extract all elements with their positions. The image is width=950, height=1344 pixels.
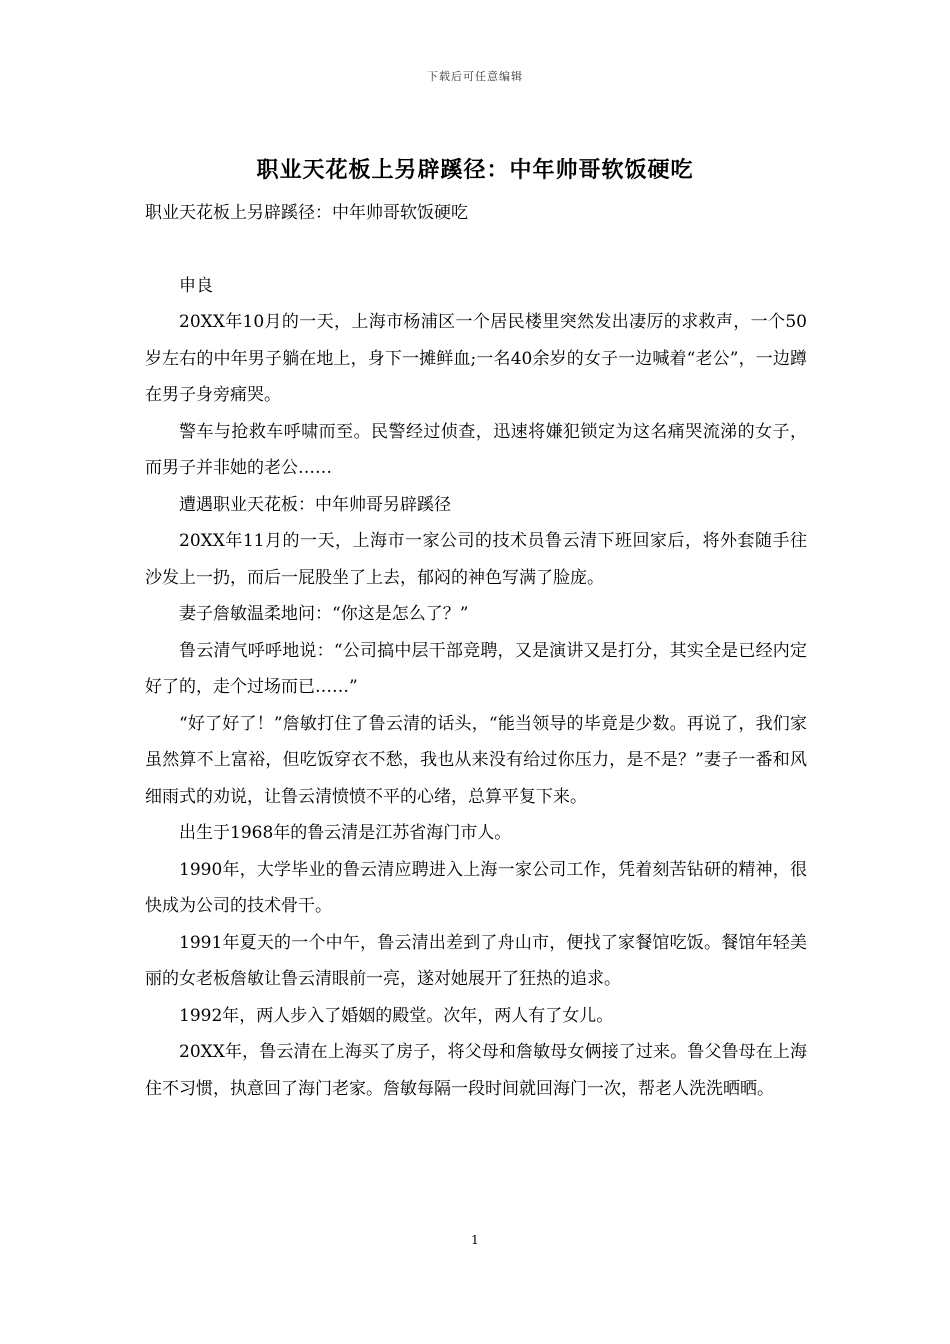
document-title: 职业天花板上另辟蹊径：中年帅哥软饭硬吃 [256, 157, 694, 183]
paragraph: “好了好了！”詹敏打住了鲁云清的话头，“能当领导的毕竟是少数。再说了，我们家虽然算不上富裕，但吃饭穿衣不愁，我也从来没有给过你压力，是不是？”妻子一番和风细雨式的劝说，让鲁云清愤愤不平的心绪，总算平复下来。 [145, 713, 807, 807]
document-subtitle: 职业天花板上另辟蹊径：中年帅哥软饭硬吃 [145, 203, 468, 223]
paragraph: 1990年，大学毕业的鲁云清应聘进入上海一家公司工作，凭着刻苦钻研的精神，很快成为公司的技术骨干。 [145, 859, 807, 916]
section-heading: 遭遇职业天花板：中年帅哥另辟蹊径 [179, 494, 451, 515]
paragraph: 20XX年11月的一天，上海市一家公司的技术员鲁云清下班回家后，将外套随手往沙发上一扔，而后一屁股坐了上去，郁闷的神色写满了脸庞。 [145, 531, 807, 588]
paragraph: 20XX年，鲁云清在上海买了房子，将父母和詹敏母女俩接了过来。鲁父鲁母在上海住不习惯，执意回了海门老家。詹敏每隔一段时间就回海门一次，帮老人洗洗晒晒。 [145, 1042, 807, 1099]
page-header-note: 下载后可任意编辑 [427, 70, 523, 83]
paragraph: 1991年夏天的一个中午，鲁云清出差到了舟山市，便找了家餐馆吃饭。餐馆年轻美丽的女老板詹敏让鲁云清眼前一亮，遂对她展开了狂热的追求。 [145, 932, 807, 989]
page-number: 1 [471, 1233, 479, 1247]
paragraph: 鲁云清气呼呼地说：“公司搞中层干部竞聘，又是演讲又是打分，其实全是已经内定好了的，走个过场而已……” [145, 640, 807, 697]
author-line: 申良 [179, 275, 213, 296]
blank-line [145, 232, 807, 268]
paragraph: 出生于1968年的鲁云清是江苏省海门市人。 [179, 823, 512, 843]
paragraph: 妻子詹敏温柔地问：“你这是怎么了？” [179, 604, 469, 624]
paragraph: 1992年，两人步入了婚姻的殿堂。次年，两人有了女儿。 [179, 1005, 614, 1026]
paragraph: 警车与抢救车呼啸而至。民警经过侦查，迅速将嫌犯锁定为这名痛哭流涕的女子，而男子并非她的老公…… [145, 421, 807, 478]
paragraph: 20XX年10月的一天，上海市杨浦区一个居民楼里突然发出凄厉的求救声，一个50岁左右的中年男子躺在地上，身下一摊鲜血;一名40余岁的女子一边喊着“老公”，一边蹲在男子身旁痛哭。 [145, 312, 807, 405]
document-body [145, 195, 807, 1107]
